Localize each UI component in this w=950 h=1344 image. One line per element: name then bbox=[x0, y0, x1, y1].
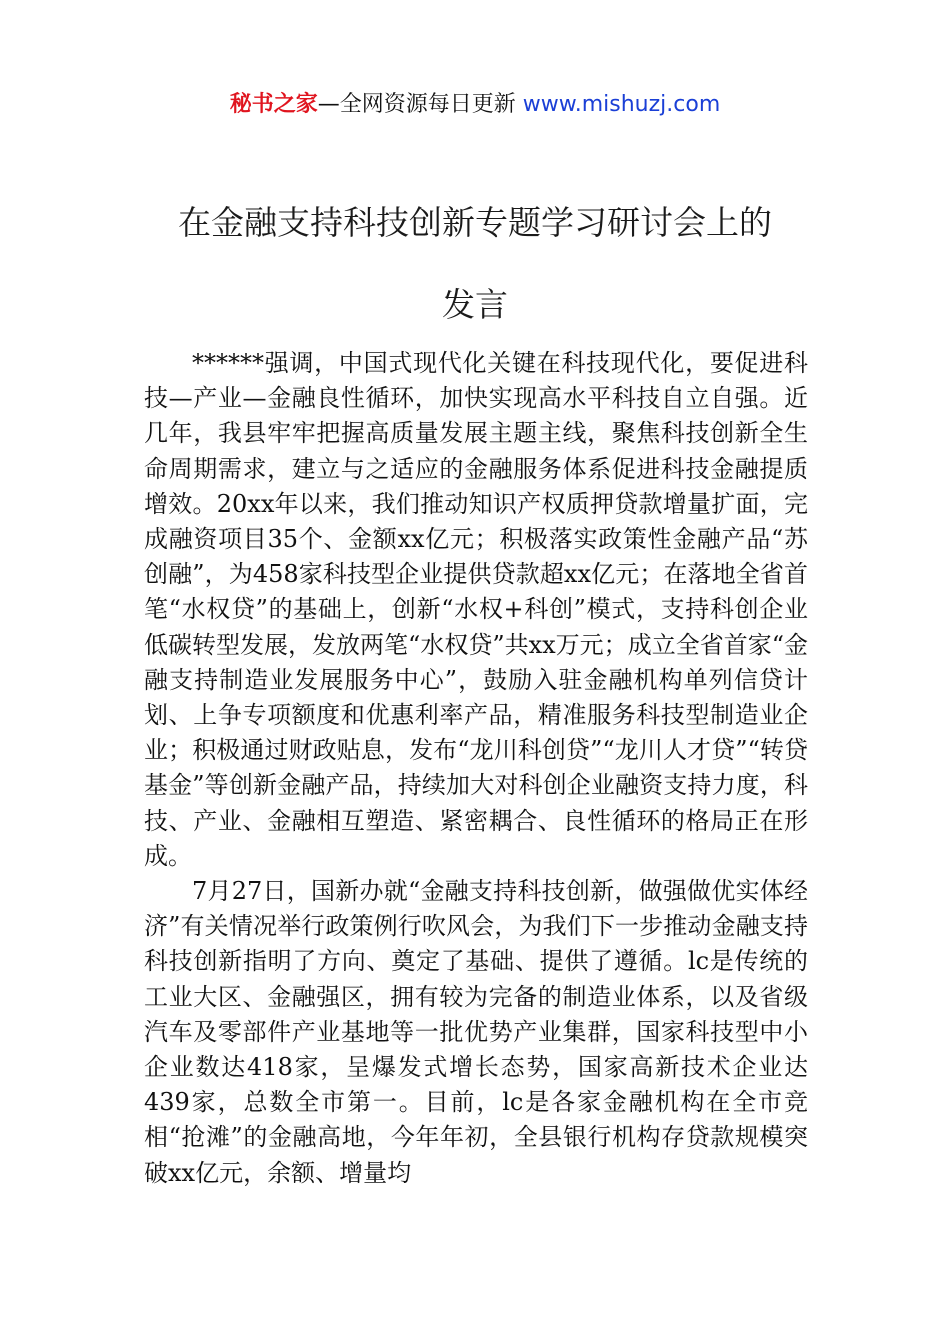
paragraph-2: 7月27日，国新办就“金融支持科技创新，做强做优实体经济”有关情况举行政策例行吹风会，为我们下一步推动金融支持科技创新指明了方向、奠定了基础、提供了遵循。lc是传统的工业大区、金融强区，拥有较为完备的制造业体系，以及省级汽车及零部件产业基地等一批优势产业集群，国家科技型中小企业数达418家，呈爆发式增长态势，国家高新技术企业达439家，总数全市第一。目前，lc是各家金融机构在全市竞相“抢滩”的金融高地，今年年初，全县银行机构存贷款规模突破xx亿元，余额、增量均 bbox=[144, 877, 808, 1187]
site-url-link[interactable]: www.mishuzj.com bbox=[522, 92, 721, 117]
document-title bbox=[0, 182, 950, 346]
title-line-2: 发言 bbox=[442, 285, 508, 324]
title-line-1: 在金融支持科技创新专题学习研讨会上的 bbox=[178, 203, 772, 242]
paragraph-1: ******强调，中国式现代化关键在科技现代化，要促进科技—产业—金融良性循环，加快实现高水平科技自立自强。近几年，我县牢牢把握高质量发展主题主线，聚焦科技创新全生命周期需求，建立与之适应的金融服务体系促进科技金融提质增效。20xx年以来，我们推动知识产权质押贷款增量扩面，完成融资项目35个、金额xx亿元；积极落实政策性金融产品“苏创融”，为458家科技型企业提供贷款超xx亿元；在落地全省首笔“水权贷”的基础上，创新“水权+科创”模式，支持科创企业低碳转型发展，发放两笔“水权贷”共xx万元；成立全省首家“金融支持制造业发展服务中心”，鼓励入驻金融机构单列信贷计划、上争专项额度和优惠利率产品，精准服务科技型制造业企业；积极通过财政贴息，发布“龙川科创贷”“龙川人才贷”“转贷基金”等创新金融产品，持续加大对科创企业融资支持力度，科技、产业、金融相互塑造、紧密耦合、良性循环的格局正在形成。 bbox=[144, 349, 808, 870]
site-header bbox=[0, 88, 950, 122]
site-brand: 秘书之家 bbox=[229, 92, 318, 117]
document-body bbox=[144, 346, 808, 1191]
site-tagline: —全网资源每日更新 bbox=[317, 92, 523, 117]
